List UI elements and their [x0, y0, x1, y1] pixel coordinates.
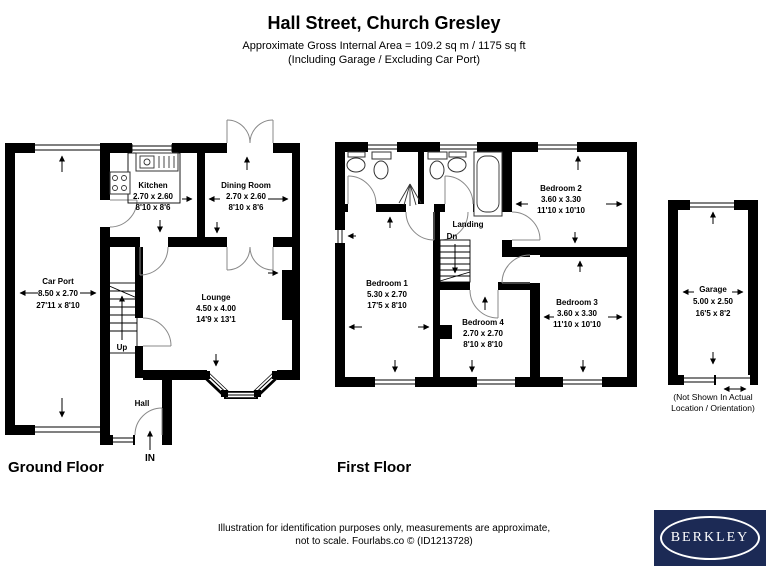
- bedroom-4-dims-metric: 2.70 x 2.70: [462, 329, 504, 338]
- garage-plan: [668, 200, 758, 413]
- car-port-label: Car Port: [42, 277, 74, 286]
- ground-floor-room-labels: [36, 181, 271, 464]
- garage-rear-window: [684, 375, 714, 385]
- berkley-logo-text: BERKLEY: [670, 530, 750, 545]
- car-port-dims-imperial: 27'11 x 8'10: [36, 301, 80, 310]
- garage-rear-door: [716, 375, 750, 389]
- garage-dims-imperial: 16'5 x 8'2: [695, 309, 731, 318]
- bedroom-3-label: Bedroom 3: [556, 298, 598, 307]
- bedroom-1-label: Bedroom 1: [366, 279, 408, 288]
- garage-door: [690, 200, 734, 210]
- lounge-dims-metric: 4.50 x 4.00: [195, 304, 237, 313]
- hall-label: Hall: [134, 399, 150, 408]
- disclaimer-line2: not to scale. Fourlabs.co © (ID1213728): [295, 536, 473, 547]
- kitchen-dims-imperial: 8'10 x 8'6: [135, 203, 171, 212]
- bedroom-3-dims-imperial: 11'10 x 10'10: [553, 320, 601, 329]
- kitchen-sink-icon: [136, 153, 178, 171]
- garage-note-line1: (Not Shown In Actual: [673, 392, 753, 402]
- shower-icon: [399, 184, 421, 206]
- dining-room-label: Dining Room: [221, 181, 271, 190]
- dining-room-dims-imperial: 8'10 x 8'6: [228, 203, 264, 212]
- bedroom-1-dims-imperial: 17'5 x 8'10: [367, 301, 407, 310]
- ground-floor-plan: [5, 120, 300, 464]
- dining-room-dims-metric: 2.70 x 2.60: [225, 192, 267, 201]
- first-floor-windows: [335, 142, 602, 387]
- ground-floor-title: Ground Floor: [8, 459, 104, 476]
- bathroom-toilet-icon: [428, 152, 447, 179]
- berkley-logo-ellipse: [660, 516, 760, 560]
- area-note: (Including Garage / Excluding Car Port): [288, 54, 480, 66]
- garage-label: Garage: [699, 285, 727, 294]
- bay-window: [202, 371, 280, 397]
- hall-window: [113, 435, 133, 445]
- garage-dims-metric: 5.00 x 2.50: [692, 297, 734, 306]
- entrance-label: IN: [145, 453, 155, 464]
- stairs-down: [440, 240, 470, 282]
- page-title: Hall Street, Church Gresley: [267, 13, 501, 33]
- stove-icon: [110, 172, 130, 194]
- stairs-down-label: Dn: [446, 232, 458, 241]
- lounge-dims-imperial: 14'9 x 13'1: [196, 315, 236, 324]
- kitchen-window: [132, 143, 172, 153]
- kitchen-dims-metric: 2.70 x 2.60: [132, 192, 174, 201]
- landing-label: Landing: [452, 220, 484, 229]
- garage-note-line2: Location / Orientation): [671, 403, 755, 413]
- garage-labels: [671, 285, 755, 413]
- bedroom-4-label: Bedroom 4: [462, 318, 504, 327]
- first-floor-title: First Floor: [337, 459, 412, 476]
- bedroom-2-dims-metric: 3.60 x 3.30: [540, 195, 582, 204]
- lounge-label: Lounge: [201, 293, 231, 302]
- bedroom-2-label: Bedroom 2: [540, 184, 582, 193]
- wc-sink-icon: [347, 152, 365, 172]
- bedroom-3-dims-metric: 3.60 x 3.30: [556, 309, 598, 318]
- wc-toilet-icon: [372, 152, 391, 179]
- first-floor-plan: [335, 142, 637, 387]
- kitchen-label: Kitchen: [138, 181, 168, 190]
- bathtub-icon: [474, 152, 502, 216]
- gross-internal-area: Approximate Gross Internal Area = 109.2 sq m / 1175 sq ft: [242, 40, 526, 52]
- bathroom-sink-icon: [448, 152, 466, 172]
- disclaimer-line1: Illustration for identification purposes only, measurements are approximate,: [217, 523, 551, 534]
- stairs-up-label: Up: [116, 343, 128, 352]
- berkley-logo: [654, 510, 766, 566]
- ground-floor-door-arcs: [110, 120, 273, 435]
- bedroom-4-dims-imperial: 8'10 x 8'10: [463, 340, 503, 349]
- bedroom-1-dims-metric: 5.30 x 2.70: [366, 290, 408, 299]
- car-port-dims-metric: 8.50 x 2.70: [37, 289, 79, 298]
- bedroom-2-dims-imperial: 11'10 x 10'10: [537, 206, 585, 215]
